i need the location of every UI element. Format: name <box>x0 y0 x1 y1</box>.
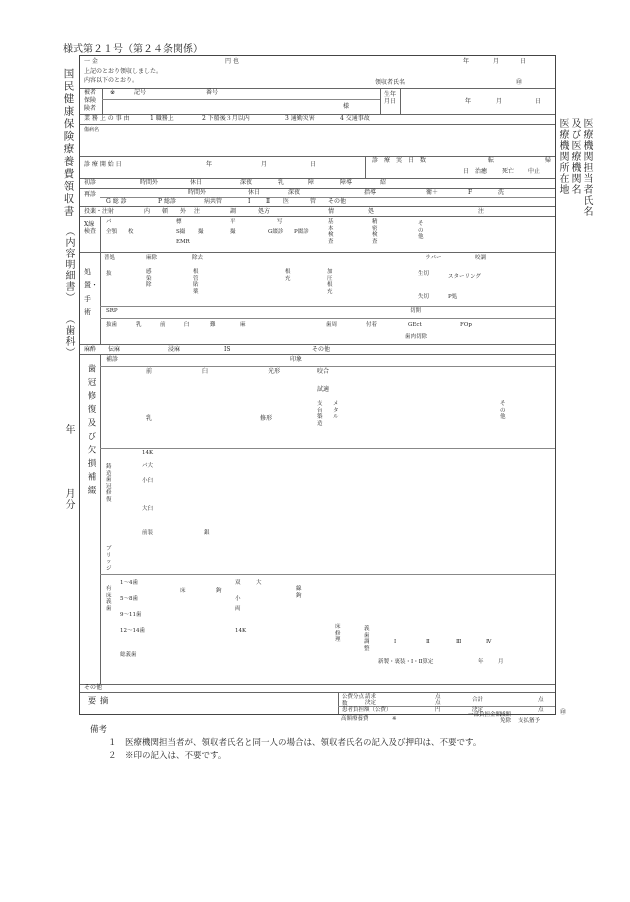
form-kind-vertical: （歯科） <box>63 314 74 358</box>
prosthetic-item: 12～14歯 <box>120 628 145 634</box>
prosthetic-item: 線鉤 <box>296 586 302 599</box>
guidance-item: その他 <box>328 198 347 205</box>
decision-label: 決定 <box>472 707 484 713</box>
injection-item: 外 <box>180 208 187 215</box>
consult-day: 日 <box>310 161 317 168</box>
initial-item: 障導 <box>340 179 353 186</box>
outcome-death: 死亡 <box>502 168 515 175</box>
procedure-item: 咬調 <box>475 255 487 261</box>
initial-item: 紹 <box>380 179 387 186</box>
guidance-item: Ⅱ <box>266 198 271 205</box>
guidance-item: 管 <box>310 198 317 205</box>
prosthetic-item: 床 <box>180 588 186 594</box>
return-label: 帰 <box>545 157 552 164</box>
procedure-item: 普処 <box>104 255 116 261</box>
prosthetic-item: 小臼 <box>142 478 154 484</box>
receiver-seal: ㊞ <box>516 79 523 86</box>
duty-option-2: 2 下船後３月以内 <box>202 115 250 122</box>
revisit-item: 深夜 <box>288 189 301 196</box>
public-points-label: 公費分点数 <box>342 694 365 707</box>
revisit-item: 衛＋ <box>426 189 439 196</box>
injection-item: 処方 <box>258 208 271 215</box>
prosthetic-item: 床修理 <box>335 624 341 644</box>
guidance-item: 病共管 <box>204 198 223 205</box>
form-number: 様式第２１号（第２４条関係） <box>63 44 203 55</box>
prosthetic-item: 修形 <box>260 415 273 422</box>
procedure-item: SRP <box>106 308 118 314</box>
prosthetic-item: 有床義歯 <box>106 586 112 612</box>
amount-unit: 円 也 <box>225 58 239 65</box>
procedure-item: 切開 <box>410 308 422 314</box>
other-label: その他 <box>84 684 103 691</box>
prosthetic-item: その他 <box>500 401 506 421</box>
note-1: １ 医療機関担当者が、領収者氏名と同一人の場合は、領収者氏名の記入及び押印は、不要です。 <box>108 737 482 748</box>
amount-label: 一 金 <box>84 58 98 65</box>
prosthetic-item: 5～8歯 <box>120 596 138 602</box>
procedure-item: 感染除 <box>146 269 152 289</box>
date-month: 月 <box>493 58 500 65</box>
procedure-item: GEct <box>408 322 422 328</box>
outcome-label: 転 <box>488 157 495 164</box>
prosthetic-item: 14K <box>235 628 247 634</box>
procedure-label: 処置・手術 <box>84 268 98 316</box>
clinic-name-label: 及び医療機関名 <box>569 118 580 195</box>
prosthetic-item: 両 <box>235 606 241 612</box>
total-label: 合計 <box>472 697 484 703</box>
receipt-form <box>79 55 556 715</box>
revisit-label: 再診 <box>84 191 97 198</box>
point-unit-2: 点 <box>435 700 441 706</box>
deferral-label: 支払猶予 <box>518 718 541 724</box>
initial-label: 初診 <box>84 179 97 186</box>
decision-seal: ㊞ <box>560 709 567 716</box>
procedure-item: 根充 <box>285 269 291 282</box>
revisit-item: 時間外 <box>188 189 207 196</box>
consult-start-row <box>80 156 555 157</box>
procedure-item: 麻 <box>240 322 246 328</box>
procedure-item: 麻除 <box>146 255 158 261</box>
prosthetic-item: 銀 <box>204 530 210 536</box>
procedure-item: 加圧根充 <box>327 269 333 295</box>
prosthetic-item: 乳 <box>146 415 153 422</box>
dob-month: 月 <box>496 98 503 105</box>
xray-item: 平 <box>230 219 236 225</box>
xray-item: 撮 <box>230 229 236 235</box>
xray-item: 写 <box>277 219 283 225</box>
notes-section <box>90 724 482 762</box>
prosthetic-label: 歯冠修復及び欠損補綴 <box>86 364 96 499</box>
injection-item: 頓 <box>162 208 169 215</box>
days-unit: 日 <box>463 168 470 175</box>
high-cost-label: 高額療養費 <box>341 716 369 722</box>
duty-reason-label: 業 務 上 の 事 由 <box>84 115 130 122</box>
injection-item: 情 <box>328 208 335 215</box>
initial-item: 乳 <box>278 179 285 186</box>
revisit-item: 指導 <box>364 189 377 196</box>
date-day: 日 <box>520 58 527 65</box>
guidance-item: 医 <box>283 198 290 205</box>
prosthetic-item: 大 <box>256 580 262 586</box>
prosthetic-item: 大臼 <box>142 506 154 512</box>
decision-label-small: 決定 <box>365 700 377 706</box>
xray-item: 撮 <box>198 229 204 235</box>
notes-title: 備考 <box>90 725 108 735</box>
detail-text: 内容以下のとおり。 <box>84 77 139 84</box>
form-subtitle-vertical: （内容明細書） <box>63 226 74 303</box>
prosthetic-item: 新製・裏装・Ⅰ・Ⅱ算定 <box>378 659 434 665</box>
injection-item: 調 <box>230 208 237 215</box>
disease-row <box>80 124 555 125</box>
initial-item: 時間外 <box>140 179 159 186</box>
dob-year: 年 <box>465 98 472 105</box>
xray-item: その他 <box>418 221 424 241</box>
high-cost-mark: ※ <box>392 716 397 722</box>
revisit-item: 休日 <box>248 189 261 196</box>
patient-sama: 様 <box>343 103 350 110</box>
prosthetic-item: Ⅰ <box>394 639 397 645</box>
procedure-item: 生切 <box>418 271 430 277</box>
xray-item: 枚 <box>128 229 134 235</box>
date-year: 年 <box>463 58 470 65</box>
procedure-item: 前 <box>160 322 166 328</box>
xray-label: X線検査 <box>84 221 97 235</box>
xray-item: 精密検査 <box>372 219 378 245</box>
duty-option-4: 4 交通事故 <box>340 115 370 122</box>
insured-label-2: 保険 <box>84 97 97 104</box>
note-2: ２ ※印の記入は、不要です。 <box>108 750 227 761</box>
consult-month: 月 <box>261 161 268 168</box>
procedure-item: 抜歯 <box>106 322 118 328</box>
insured-row <box>80 88 555 89</box>
consult-year: 年 <box>206 161 213 168</box>
request-label: 請求 <box>365 694 377 700</box>
insured-symbol-label: 記号 <box>134 89 147 96</box>
xray-item: S撮 <box>176 229 186 235</box>
copay-label: 患者負担額（公費） <box>342 707 392 713</box>
receipt-text: 上記のとおり領収しました。 <box>84 68 163 75</box>
prosthetic-item: Ⅱ <box>426 639 430 645</box>
prosthetic-item: 前装 <box>142 530 154 536</box>
prosthetic-item: 印象 <box>290 356 303 363</box>
year-label: 年 <box>63 424 74 435</box>
injection-item: 処 <box>368 208 375 215</box>
initial-item: 障 <box>308 179 315 186</box>
anesthesia-item: 伝麻 <box>108 346 121 353</box>
revisit-item: 洗 <box>498 189 505 196</box>
prosthetic-item: 補診 <box>106 356 119 363</box>
xray-item: EMR <box>176 239 190 245</box>
prosthetic-item: 小 <box>235 596 241 602</box>
xray-item: G綴診 <box>268 229 284 235</box>
prosthetic-item: 1～4歯 <box>120 580 138 586</box>
prosthetic-item: 光形 <box>268 368 281 375</box>
prosthetic-item: ブリッジ <box>106 546 112 572</box>
procedure-item: 歯周 <box>326 322 338 328</box>
form-title-vertical: 国民健康保険療養費領収書 <box>62 68 75 218</box>
insured-label-3: 険者 <box>84 105 97 112</box>
prosthetic-item: 9～11歯 <box>120 612 142 618</box>
consult-days-label: 診 療 実 日 数 <box>372 157 427 164</box>
prosthetic-item: 鉤 <box>216 588 222 594</box>
reduction-label: 減額 <box>500 712 512 718</box>
anesthesia-item: その他 <box>312 346 331 353</box>
procedure-item: スターリング <box>448 274 481 280</box>
prosthetic-item: パ大 <box>142 463 154 469</box>
procedure-item: 乳 <box>136 322 142 328</box>
procedure-item: 付着 <box>366 322 378 328</box>
xray-item: 全顎 <box>106 229 118 235</box>
procedure-item: 歯肉切除 <box>405 334 428 340</box>
procedure-item: FOp <box>460 322 472 328</box>
prosthetic-item: Ⅳ <box>486 639 492 645</box>
procedure-item: 抜 <box>106 271 112 277</box>
month-label: 月分 <box>63 488 74 510</box>
receiver-name-label: 領収者氏名 <box>375 79 406 86</box>
prosthetic-item: 前 <box>146 368 153 375</box>
insured-mark: ※ <box>110 89 116 96</box>
exemption-label: 免除 <box>500 718 512 724</box>
xray-item: パ <box>106 219 112 225</box>
procedure-item: ラバー <box>425 255 442 261</box>
xray-item: 標 <box>176 219 182 225</box>
prosthetic-item: 鋳造歯冠修復 <box>106 464 112 503</box>
prosthetic-item: メタル <box>333 401 339 421</box>
injection-item: 注 <box>478 208 485 215</box>
prosthetic-item: 義歯調整 <box>364 626 370 652</box>
procedure-item: 失切 <box>418 294 430 300</box>
guidance-item: P 総診 <box>158 198 176 205</box>
xray-item: 基本検査 <box>328 219 334 245</box>
copay-yen: 円 <box>435 707 441 713</box>
prosthetic-item: 双 <box>235 580 241 586</box>
procedure-item: 除去 <box>192 255 204 261</box>
point-unit-1: 点 <box>435 694 441 700</box>
anesthesia-item: IS <box>224 346 231 353</box>
procedure-item: 難 <box>210 322 216 328</box>
initial-item: 深夜 <box>240 179 253 186</box>
injection-item: 内 <box>144 208 151 215</box>
prosthetic-item: 支台築造 <box>317 401 323 427</box>
injection-item: 注 <box>194 208 201 215</box>
guidance-item: Ⅰ <box>248 198 251 205</box>
insured-number-label: 番号 <box>206 89 219 96</box>
prosthetic-item: 月 <box>498 659 504 665</box>
duty-option-1: 1 職務上 <box>150 115 174 122</box>
decision-point-unit: 点 <box>538 707 544 713</box>
procedure-item: 臼 <box>184 322 190 328</box>
prosthetic-item: 咬合 <box>317 368 330 375</box>
clinic-address-label: 医療機関所在地 <box>557 118 568 195</box>
insured-label-1: 被者 <box>84 89 97 96</box>
anesthesia-label: 麻酔 <box>84 346 97 353</box>
prosthetic-item: Ⅲ <box>456 639 462 645</box>
clinic-staff-label: 医療機関担当者氏名 <box>581 118 592 217</box>
procedure-item: P処 <box>448 294 458 300</box>
anesthesia-item: 浸麻 <box>168 346 181 353</box>
prosthetic-item: 総義歯 <box>120 652 137 658</box>
prosthetic-item: 年 <box>478 659 484 665</box>
initial-item: 休日 <box>190 179 203 186</box>
summary-label: 摘要 <box>86 696 108 710</box>
injection-label: 投薬・注射 <box>84 208 115 215</box>
procedure-item: 根管貼薬 <box>193 269 199 295</box>
dob-label: 生年月日 <box>384 91 397 105</box>
partial-label: 一部負担金額 <box>468 712 502 718</box>
dob-day: 日 <box>535 98 542 105</box>
disease-label: 傷病名 <box>84 127 100 133</box>
total-point-unit: 点 <box>538 697 544 703</box>
xray-item: P綴診 <box>294 229 309 235</box>
outcome-cure: 治癒 <box>475 168 488 175</box>
revisit-item: F <box>468 189 473 196</box>
duty-option-3: 3 通勤災害 <box>285 115 315 122</box>
guidance-label: G 総 診 <box>106 198 127 205</box>
prosthetic-item: 臼 <box>202 368 209 375</box>
consult-start-label: 診 療 開 始 日 <box>84 161 122 168</box>
prosthetic-item: 試適 <box>317 386 330 393</box>
outcome-stop: 中止 <box>528 168 541 175</box>
prosthetic-item: 14K <box>142 450 154 456</box>
